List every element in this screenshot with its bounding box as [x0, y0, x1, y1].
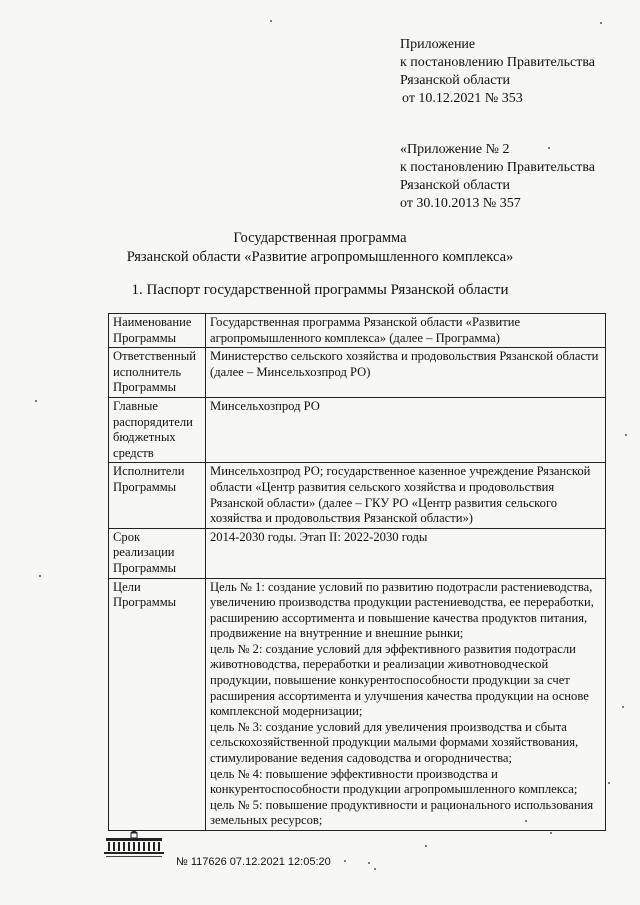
program-title — [0, 229, 640, 267]
scan-artifact — [374, 868, 376, 870]
scan-artifact — [625, 434, 627, 436]
annex-line: Рязанской области — [400, 73, 511, 88]
goal-item: цель № 4: повышение эффективности производства и конкурентоспособности продукции агропромышленного комплекса; — [210, 766, 578, 797]
row-label: Срок реализации Программы — [109, 528, 206, 578]
row-label: Наименование Программы — [109, 314, 206, 348]
scan-artifact — [344, 860, 346, 862]
page-footer — [100, 829, 340, 879]
row-value: Министерство сельского хозяйства и продовольствия Рязанской области (далее – Минсельхозпрод РО) — [206, 348, 606, 398]
scan-artifact — [622, 706, 624, 708]
goal-item: цель № 2: создание условий для эффективного развития подотрасли животноводства, переработки и реализации животноводческой продукции, повышение конкурентоспособности продукции за счет расширения ассортимента и улучшения качества продукции на основе комплексной модернизации; — [210, 641, 589, 719]
scan-artifact — [368, 862, 370, 864]
program-title-line1: Государственная программа — [233, 230, 407, 246]
scan-artifact — [425, 845, 427, 847]
annex-line: Рязанской области — [400, 178, 511, 193]
row-label: Цели Программы — [109, 578, 206, 831]
scan-artifact — [35, 400, 37, 402]
table-row — [109, 397, 606, 462]
passport-heading: 1. Паспорт государственной программы Рязанской области — [131, 282, 509, 298]
annex-line: Приложение — [400, 37, 476, 52]
scan-artifact — [270, 20, 272, 22]
annex-line: от 30.10.2013 № 357 — [400, 196, 521, 211]
table-row — [109, 314, 606, 348]
annex-header — [400, 36, 630, 108]
row-value: 2014-2030 годы. Этап II: 2022-2030 годы — [206, 528, 606, 578]
row-label: Ответственный исполнитель Программы — [109, 348, 206, 398]
goal-item: Цель № 1: создание условий по развитию подотрасли растениеводства, увеличению производства продукции растениеводства, ее переработки, расширению ассортимента и повышение качества продуктов питания, продвижение на внутренние и внешние рынки; — [210, 579, 594, 641]
annex-line: «Приложение № 2 — [400, 142, 510, 157]
scan-artifact — [608, 782, 610, 784]
table-row — [109, 528, 606, 578]
row-label: Главные распорядители бюджетных средств — [109, 397, 206, 462]
row-label: Исполнители Программы — [109, 463, 206, 528]
program-title-line2: Рязанской области «Развитие агропромышленного комплекса» — [126, 249, 514, 265]
scan-artifact — [39, 575, 41, 577]
document-registration-code: № 117626 07.12.2021 12:05:20 — [176, 856, 331, 868]
goal-item: цель № 3: создание условий для увеличения производства и сбыта сельскохозяйственной продукции малыми формами хозяйствования, стимулирование ведения садоводства и огородничества; — [210, 719, 579, 766]
table-row — [109, 348, 606, 398]
row-value: Минсельхозпрод РО; государственное казенное учреждение Рязанской области «Центр развития сельского хозяйства и продовольствия Рязанской области» (далее – ГКУ РО «Центр развития сельского хозяйства и продовольствия Рязанской области») — [206, 463, 606, 528]
government-building-icon — [100, 829, 168, 859]
passport-table — [108, 313, 606, 831]
row-value: Минсельхозпрод РО — [206, 397, 606, 462]
annex-line: от 10.12.2021 № 353 — [402, 91, 523, 106]
goal-item: цель № 5: повышение продуктивности и рационального использования земельных ресурсов; — [210, 797, 594, 828]
scan-artifact — [548, 147, 550, 149]
scan-artifact — [550, 832, 552, 834]
table-row — [109, 578, 606, 831]
table-row — [109, 463, 606, 528]
row-value: Государственная программа Рязанской области «Развитие агропромышленного комплекса» (далее – Программа) — [206, 314, 606, 348]
scan-artifact — [525, 820, 527, 822]
annex-line: к постановлению Правительства — [400, 55, 596, 70]
scan-artifact — [600, 22, 602, 24]
annex-previous-header — [400, 141, 630, 213]
annex-line: к постановлению Правительства — [400, 160, 596, 175]
row-value-goals — [206, 578, 606, 831]
